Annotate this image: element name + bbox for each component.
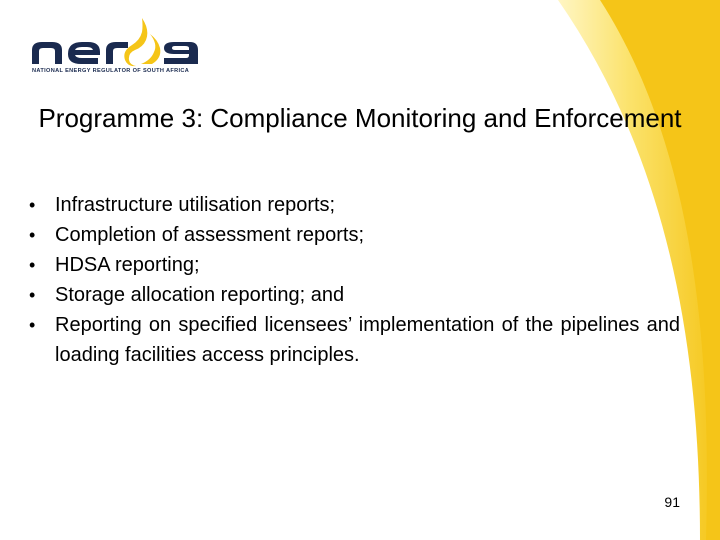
bullet-icon: • bbox=[29, 255, 36, 275]
page-number: 91 bbox=[664, 494, 680, 510]
bullet-item bbox=[28, 280, 680, 310]
bullet-item bbox=[28, 190, 680, 220]
bullet-icon: • bbox=[29, 315, 36, 335]
bullet-icon: • bbox=[29, 285, 36, 305]
bullet-text: Infrastructure utilisation reports; bbox=[55, 194, 336, 216]
bullet-text: Reporting on specified licensees’ implementation of the pipelines and loading facilities access principles. bbox=[55, 314, 680, 366]
bullet-text: HDSA reporting; bbox=[55, 254, 200, 276]
bullet-item bbox=[28, 310, 680, 370]
bullet-icon: • bbox=[29, 225, 36, 245]
bullet-icon: • bbox=[29, 195, 36, 215]
bullet-text: Storage allocation reporting; and bbox=[55, 284, 345, 306]
nersa-logo bbox=[24, 10, 220, 80]
bullet-item bbox=[28, 220, 680, 250]
bullet-list bbox=[28, 190, 680, 370]
logo-tagline: NATIONAL ENERGY REGULATOR OF SOUTH AFRICA bbox=[32, 68, 190, 74]
slide-title: Programme 3: Compliance Monitoring and Enforcement bbox=[38, 103, 682, 133]
bullet-item bbox=[28, 250, 680, 280]
bullet-text: Completion of assessment reports; bbox=[55, 224, 365, 246]
